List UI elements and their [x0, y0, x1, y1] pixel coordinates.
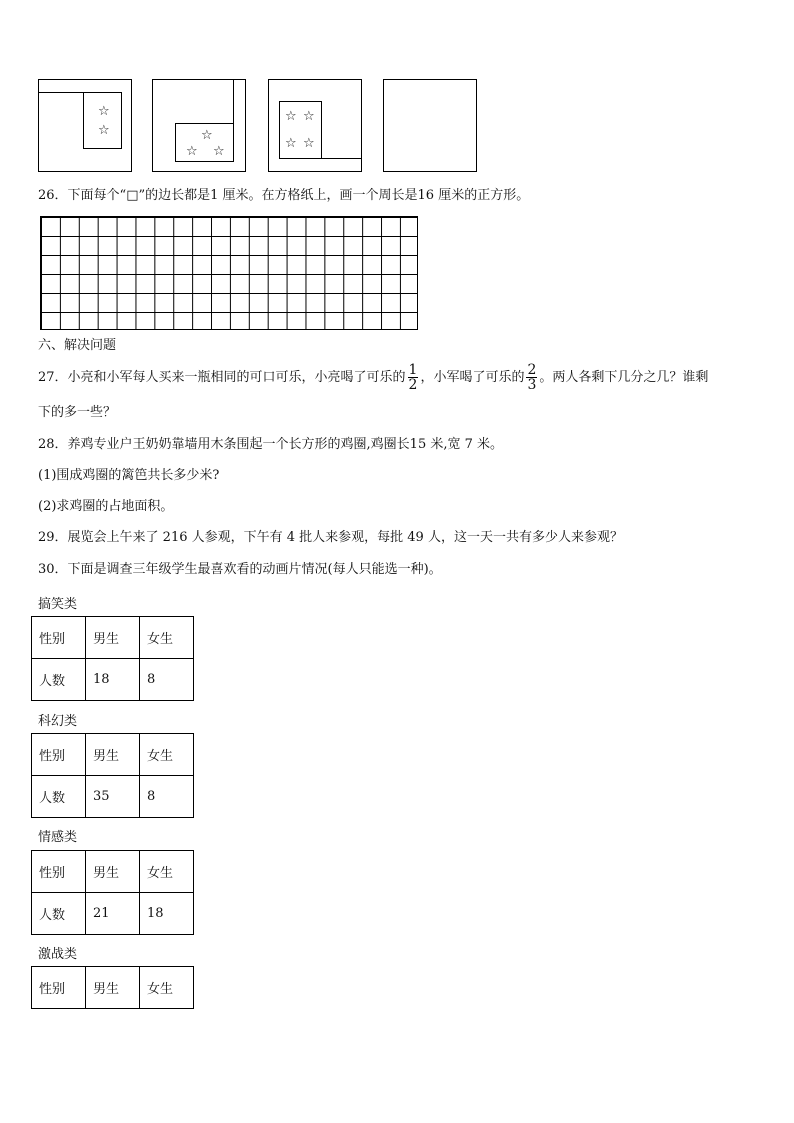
- question-28: 28．养鸡专业户王奶奶靠墙用木条围起一个长方形的鸡圈,鸡圈长15 米,宽 7 米。: [38, 437, 504, 452]
- category-label: 情感类: [38, 830, 78, 845]
- data-table-scifi: [31, 733, 194, 818]
- table-cell: 性别: [32, 967, 86, 1009]
- table-cell: 性别: [32, 617, 86, 659]
- table-header-row: [32, 851, 194, 893]
- table-cell: 女生: [140, 967, 194, 1009]
- fraction-numerator: 2: [527, 362, 537, 378]
- table-cell: 性别: [32, 734, 86, 776]
- fraction-numerator: 1: [408, 362, 418, 378]
- figure-2: [152, 79, 246, 172]
- figure-2-flag: [175, 123, 234, 162]
- question-27: [38, 358, 708, 398]
- table-cell: 人数: [32, 893, 86, 935]
- fraction-denominator: 3: [527, 377, 537, 393]
- data-table-emotion: [31, 850, 194, 935]
- question-27-part2: ，小军喝了可乐的: [420, 370, 525, 385]
- question-26: 26．下面每个“□”的边长都是1 厘米。在方格纸上，画一个周长是16 厘米的正方形。: [38, 188, 530, 203]
- table-cell: 35: [86, 776, 140, 818]
- star-icon: ☆: [285, 136, 297, 151]
- table-header-row: [32, 967, 194, 1009]
- square-grid[interactable]: [40, 216, 418, 330]
- question-29: 29．展览会上午来了 216 人参观，下午有 4 批人来参观，每批 49 人，这一天一共有多少人来参观？: [38, 530, 623, 545]
- table-cell: 男生: [86, 967, 140, 1009]
- fraction-denominator: 2: [408, 377, 418, 393]
- table-row: [32, 659, 194, 701]
- star-icon: ☆: [98, 104, 110, 119]
- category-label: 科幻类: [38, 714, 78, 729]
- table-cell: 18: [140, 893, 194, 935]
- star-icon: ☆: [303, 109, 315, 124]
- question-30: 30．下面是调查三年级学生最喜欢看的动画片情况(每人只能选一种)。: [38, 562, 442, 577]
- figure-1: [38, 79, 132, 172]
- fraction-two-thirds: [526, 363, 537, 392]
- table-header-row: [32, 617, 194, 659]
- star-icon: ☆: [186, 144, 198, 159]
- question-28-sub1: (1)围成鸡圈的篱笆共长多少米?: [38, 468, 220, 483]
- table-cell: 21: [86, 893, 140, 935]
- table-cell: 性别: [32, 851, 86, 893]
- fraction-one-half: [408, 363, 419, 392]
- question-27-part3: 。两人各剩下几分之几？谁剩: [539, 370, 709, 385]
- table-header-row: [32, 734, 194, 776]
- figure-1-flag: [83, 92, 122, 149]
- section-heading: 六、解决问题: [38, 338, 117, 353]
- question-27-line2: 下的多一些？: [38, 405, 117, 420]
- table-cell: 人数: [32, 776, 86, 818]
- data-table-comedy: [31, 616, 194, 701]
- table-row: [32, 893, 194, 935]
- question-27-part1: 27．小亮和小军每人买来一瓶相同的可口可乐，小亮喝了可乐的: [38, 370, 406, 385]
- figure-4-blank: [383, 79, 477, 172]
- table-row: [32, 776, 194, 818]
- figure-3-flag: [279, 101, 322, 159]
- star-icon: ☆: [201, 128, 213, 143]
- table-cell: 18: [86, 659, 140, 701]
- category-label: 激战类: [38, 947, 78, 962]
- table-cell: 人数: [32, 659, 86, 701]
- data-table-battle: [31, 966, 194, 1009]
- question-28-sub2: (2)求鸡圈的占地面积。: [38, 499, 174, 514]
- star-icon: ☆: [213, 144, 225, 159]
- star-icon: ☆: [285, 109, 297, 124]
- table-cell: 女生: [140, 734, 194, 776]
- table-cell: 男生: [86, 851, 140, 893]
- star-icon: ☆: [303, 136, 315, 151]
- table-cell: 男生: [86, 617, 140, 659]
- table-cell: 8: [140, 659, 194, 701]
- star-icon: ☆: [98, 123, 110, 138]
- table-cell: 女生: [140, 851, 194, 893]
- table-cell: 女生: [140, 617, 194, 659]
- figure-3: [268, 79, 362, 172]
- table-cell: 男生: [86, 734, 140, 776]
- table-cell: 8: [140, 776, 194, 818]
- category-label: 搞笑类: [38, 597, 78, 612]
